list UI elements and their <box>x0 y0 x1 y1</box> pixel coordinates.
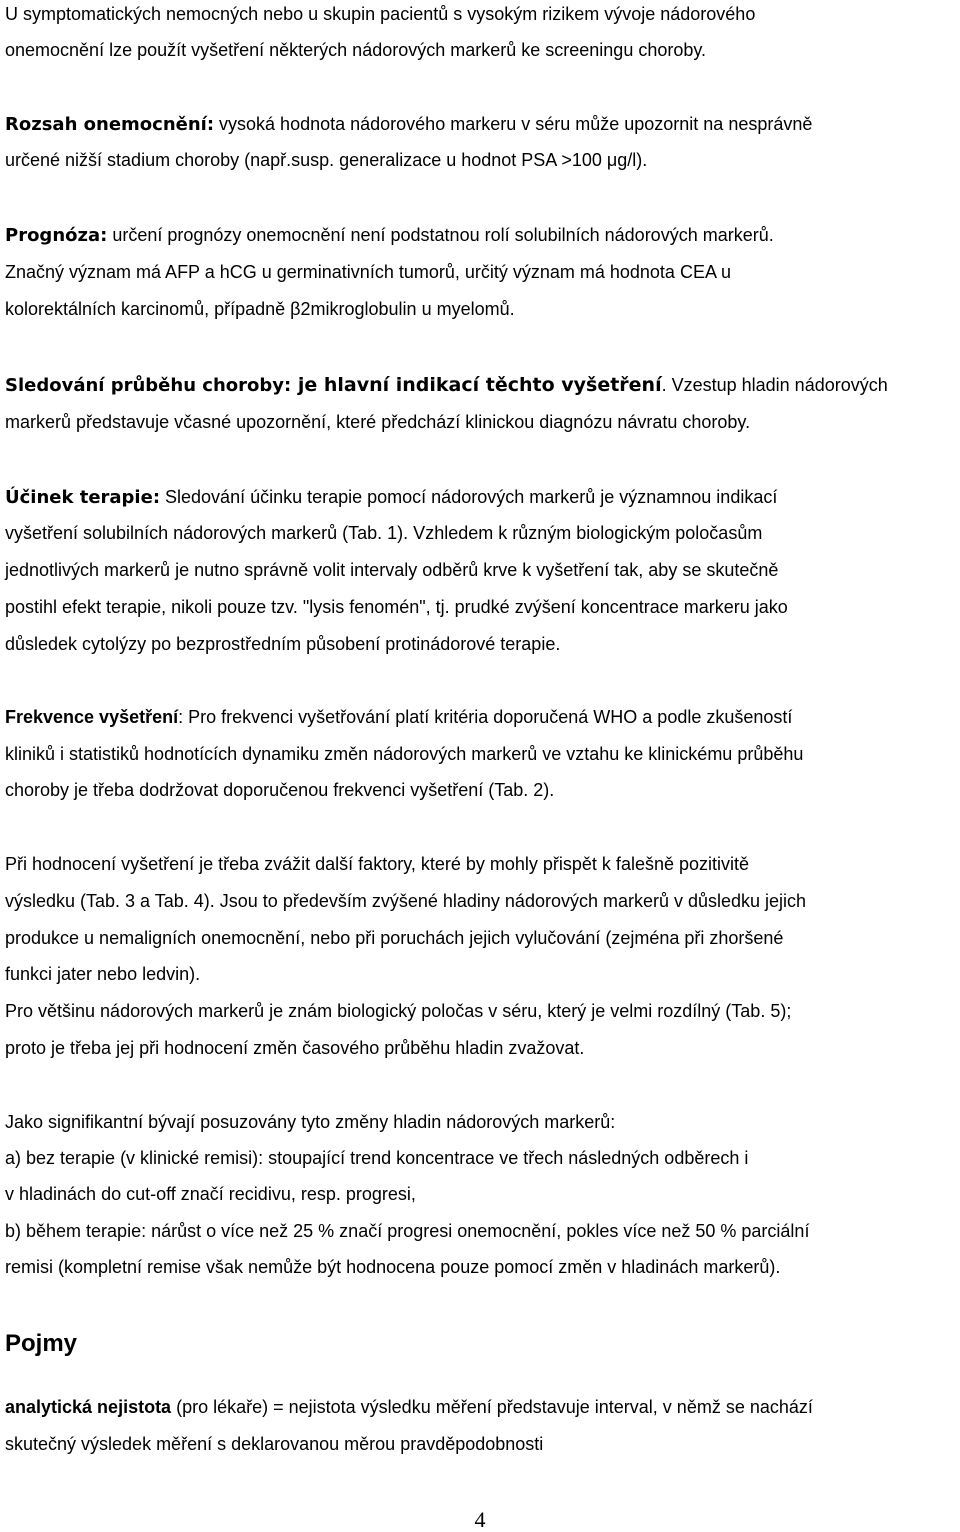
hodnoceni-line-2: výsledku (Tab. 3 a Tab. 4). Jsou to především zvýšené hladiny nádorových markerů v důsledku jejich <box>5 891 807 911</box>
ucinek-line-2: vyšetření solubilních nádorových markerů (Tab. 1). Vzhledem k různým biologickým poločasům <box>5 523 763 543</box>
signifikantni-line-1: Jako signifikantní bývají posuzovány tyto změny hladin nádorových markerů: <box>5 1112 616 1132</box>
pojmy-line-2: skutečný výsledek měření s deklarovanou měrou pravděpodobnosti <box>5 1434 544 1454</box>
signifikantni-line-2: a) bez terapie (v klinické remisi): stoupající trend koncentrace ve třech následných odběrech i <box>5 1148 749 1168</box>
sledovani-line-2: markerů představuje včasné upozornění, které předchází klinickou diagnózu návratu choroby. <box>5 412 751 432</box>
prognoza-line-2: Značný význam má AFP a hCG u germinativních tumorů, určitý význam má hodnota CEA u <box>5 262 731 282</box>
frekvence-line-2: kliniků i statistiků hodnotících dynamiku změn nádorových markerů ve vztahu ke klinickému průběhu <box>5 744 804 764</box>
ucinek-text: Sledování účinku terapie pomocí nádorových markerů je významnou indikací <box>160 487 778 507</box>
rozsah-line-2: určené nižší stadium choroby (např.susp. generalizace u hodnot PSA >100 μg/l). <box>5 150 648 170</box>
pojmy-heading: Pojmy <box>5 1330 78 1357</box>
hodnoceni-line-4: funkci jater nebo ledvin). <box>5 964 201 984</box>
hodnoceni-line-6: proto je třeba jej při hodnocení změn časového průběhu hladin zvažovat. <box>5 1038 585 1058</box>
prognoza-text: určení prognózy onemocnění není podstatnou rolí solubilních nádorových markerů. <box>107 225 774 245</box>
frekvence-label: Frekvence vyšetření <box>5 707 179 727</box>
pojmy-definition: (pro lékaře) = nejistota výsledku měření představuje interval, v němž se nachází <box>171 1397 813 1417</box>
sledovani-text: . Vzestup hladin nádorových <box>661 375 888 395</box>
rozsah-line-1 <box>5 113 812 136</box>
sledovani-emphasis: je hlavní indikací těchto vyšetření <box>291 374 662 396</box>
ucinek-label: Účinek terapie: <box>5 487 161 508</box>
hodnoceni-line-5: Pro většinu nádorových markerů je znám biologický poločas v séru, který je velmi rozdílný (Tab. 5); <box>5 1001 792 1021</box>
signifikantni-line-3: v hladinách do cut-off značí recidivu, resp. progresi, <box>5 1184 416 1204</box>
frekvence-line-3: choroby je třeba dodržovat doporučenou frekvenci vyšetření (Tab. 2). <box>5 780 555 800</box>
intro-line-2: onemocnění lze použít vyšetření některých nádorových markerů ke screeningu choroby. <box>5 40 707 60</box>
hodnoceni-line-1: Při hodnocení vyšetření je třeba zvážit další faktory, které by mohly přispět k falešně pozitivitě <box>5 854 750 874</box>
intro-line-1: U symptomatických nemocných nebo u skupin pacientů s vysokým rizikem vývoje nádorového <box>5 4 756 24</box>
signifikantni-line-5: remisi (kompletní remise však nemůže být hodnocena pouze pomocí změn v hladinách markerů). <box>5 1257 781 1277</box>
ucinek-line-3: jednotlivých markerů je nutno správně volit intervaly odběrů krve k vyšetření tak, aby se skutečně <box>5 560 779 580</box>
ucinek-line-1 <box>5 486 777 509</box>
prognoza-label: Prognóza: <box>5 225 108 246</box>
prognoza-line-1 <box>5 224 774 247</box>
pojmy-term: analytická nejistota <box>5 1397 172 1417</box>
sledovani-line-1 <box>5 374 888 397</box>
ucinek-line-4: postihl efekt terapie, nikoli pouze tzv. "lysis fenomén", tj. prudké zvýšení koncentrace markeru jako <box>5 597 788 617</box>
sledovani-label: Sledování průběhu choroby: <box>5 375 292 396</box>
hodnoceni-line-3: produkce u nemaligních onemocnění, nebo při poruchách jejich vylučování (zejména při zhoršené <box>5 928 784 948</box>
frekvence-text: : Pro frekvenci vyšetřování platí kritéria doporučená WHO a podle zkušeností <box>178 707 793 727</box>
pojmy-line-1 <box>5 1396 813 1418</box>
ucinek-line-5: důsledek cytolýzy po bezprostředním působení protinádorové terapie. <box>5 634 561 654</box>
frekvence-line-1 <box>5 706 792 728</box>
prognoza-line-3: kolorektálních karcinomů, případně β2mikroglobulin u myelomů. <box>5 299 515 319</box>
rozsah-label: Rozsah onemocnění: <box>5 114 215 135</box>
rozsah-text: vysoká hodnota nádorového markeru v séru může upozornit na nesprávně <box>214 114 813 134</box>
signifikantni-line-4: b) během terapie: nárůst o více než 25 % značí progresi onemocnění, pokles více než 50 % parciální <box>5 1221 810 1241</box>
page-number: 4 <box>474 1507 486 1532</box>
